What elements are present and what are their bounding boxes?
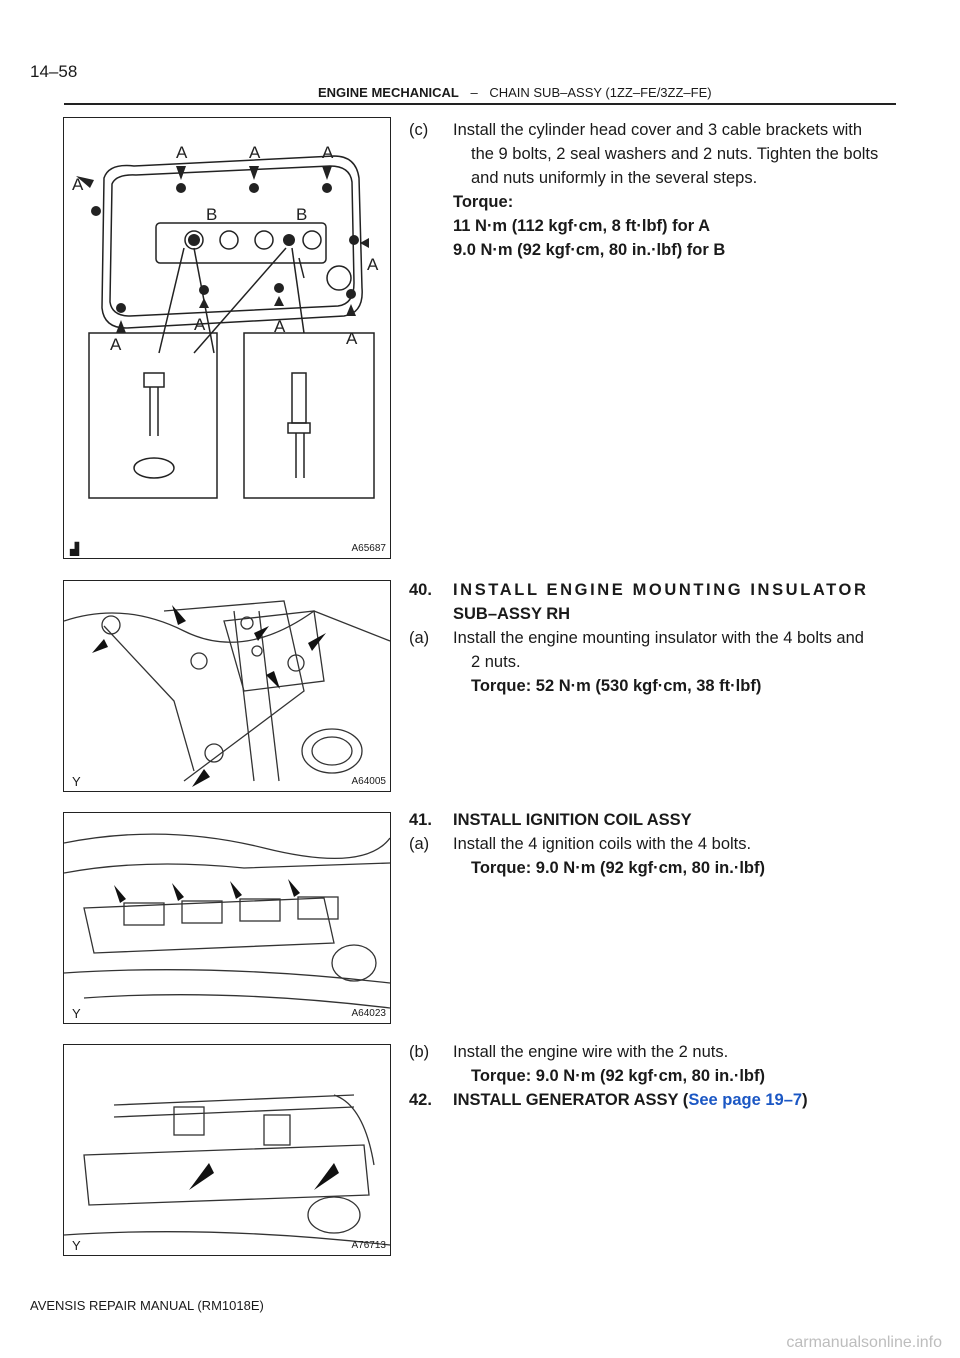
torque-value-b: 9.0 N·m (92 kgf·cm, 80 in.·lbf) for B <box>453 241 726 259</box>
label-b: B <box>206 205 218 224</box>
torque-value: Torque: 9.0 N·m (92 kgf·cm, 80 in.·lbf) <box>471 1067 765 1085</box>
substep-text: Install the engine wire with the 2 nuts. <box>453 1043 729 1061</box>
figure-engine-mounting <box>63 580 391 792</box>
engine-mounting-drawing <box>64 581 390 791</box>
torque-label: Torque: <box>453 193 514 211</box>
substep-text: Install the engine mounting insulator with the 4 bolts and <box>453 629 864 647</box>
label-a: A <box>322 143 334 162</box>
page-number: 14–58 <box>30 62 78 81</box>
figure-id: A65687 <box>351 543 386 554</box>
substep-text: Install the 4 ignition coils with the 4 bolts. <box>453 835 752 853</box>
see-page-link[interactable]: See page 19–7 <box>688 1091 803 1109</box>
step-40-block <box>409 578 899 708</box>
step-title: INSTALL IGNITION COIL ASSY <box>453 811 692 829</box>
step-title: INSTALL ENGINE MOUNTING INSULATOR <box>453 581 869 599</box>
label-a: A <box>367 255 379 274</box>
label-a: A <box>72 175 84 194</box>
header-title <box>318 85 712 100</box>
header-rule <box>64 103 896 105</box>
step-title-close: ) <box>802 1091 808 1109</box>
step-c-line: Install the cylinder head cover and 3 cable brackets with <box>453 121 863 139</box>
label-a: A <box>274 317 286 336</box>
substep-marker: (b) <box>409 1043 430 1061</box>
torque-value: Torque: 9.0 N·m (92 kgf·cm, 80 in.·lbf) <box>471 859 765 877</box>
step-title: SUB–ASSY RH <box>453 605 571 623</box>
step-number: 41. <box>409 811 432 829</box>
step-title-text: INSTALL GENERATOR ASSY ( <box>453 1091 689 1109</box>
label-a: A <box>346 329 358 348</box>
figure-corner-mark: Y <box>72 1238 81 1253</box>
step-41b-block <box>409 1040 899 1120</box>
substep-marker: (a) <box>409 835 430 853</box>
footer-manual-title: AVENSIS REPAIR MANUAL (RM1018E) <box>30 1298 264 1313</box>
figure-corner-mark: Y <box>72 1006 81 1021</box>
figure-mark-icon: ▟ <box>70 542 80 556</box>
header-separator: – <box>470 85 478 100</box>
figure-ignition-coils <box>63 812 391 1024</box>
step-title <box>453 1088 808 1112</box>
figure-id: A64023 <box>351 1008 386 1019</box>
step-number: 42. <box>409 1091 432 1109</box>
section-title: ENGINE MECHANICAL <box>318 85 459 100</box>
step-c-marker: (c) <box>409 121 429 139</box>
figure-corner-mark: Y <box>72 774 81 789</box>
label-b: B <box>296 205 308 224</box>
subsection-title: CHAIN SUB–ASSY (1ZZ–FE/3ZZ–FE) <box>489 85 712 100</box>
label-a: A <box>110 335 122 354</box>
figure-id: A76713 <box>351 1240 386 1251</box>
figure-engine-wire <box>63 1044 391 1256</box>
substep-marker: (a) <box>409 629 430 647</box>
substep-text: 2 nuts. <box>471 653 521 671</box>
label-a: A <box>194 315 206 334</box>
figure-cylinder-head-cover <box>63 117 391 559</box>
step-c-line: the 9 bolts, 2 seal washers and 2 nuts. Tighten the bolts <box>471 145 879 163</box>
label-a: A <box>249 143 261 162</box>
step-c-block <box>409 118 899 278</box>
torque-value-a: 11 N·m (112 kgf·cm, 8 ft·lbf) for A <box>453 217 711 235</box>
step-c-line: and nuts uniformly in the several steps. <box>471 169 758 187</box>
step-number: 40. <box>409 581 432 599</box>
ignition-coils-drawing <box>64 813 390 1023</box>
watermark: carmanualsonline.info <box>786 1334 942 1351</box>
cylinder-head-cover-drawing <box>64 118 390 558</box>
step-41-block <box>409 808 899 888</box>
figure-id: A64005 <box>351 776 386 787</box>
engine-wire-drawing <box>64 1045 390 1255</box>
torque-value: Torque: 52 N·m (530 kgf·cm, 38 ft·lbf) <box>471 677 762 695</box>
label-a: A <box>176 143 188 162</box>
